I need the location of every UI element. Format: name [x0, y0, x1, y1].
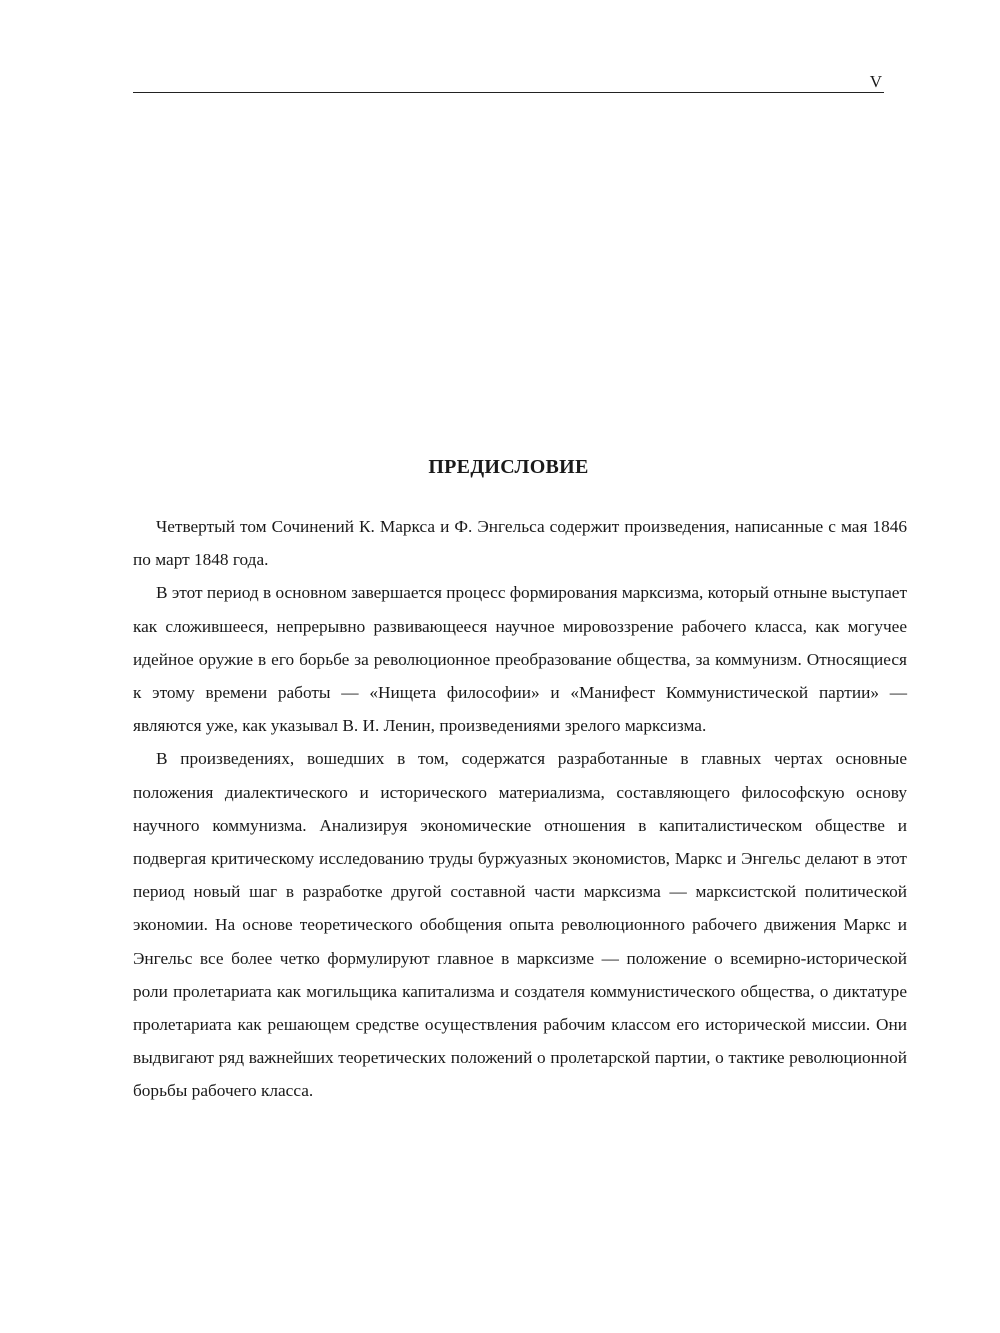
running-header: [133, 72, 884, 93]
body-text: [133, 510, 907, 1108]
page-title: ПРЕДИСЛОВИЕ: [428, 456, 589, 478]
paragraph: В этот период в основном завершается процесс формирования марксизма, который отныне выступает как сложившееся, непрерывно развивающееся научное мировоззрение рабочего класса, как могучее идейное оружие в его борьбе за революционное преобразование общества, за коммунизм. Относящиеся к этому времени работы — «Нищета философии» и «Манифест Коммунистической партии» — являются уже, как указывал В. И. Ленин, произведениями зрелого марксизма.: [133, 583, 907, 736]
page-number: V: [869, 72, 882, 91]
paragraph: Четвертый том Сочинений К. Маркса и Ф. Энгельса содержит произведения, написанные с мая 1846 по март 1848 года.: [133, 517, 907, 570]
paragraph: В произведениях, вошедших в том, содержатся разработанные в главных чертах основные положения диалектического и исторического материализма, составляющего философскую основу научного коммунизма. Анализируя экономические отношения в капиталистическом обществе и подвергая критическому исследованию труды буржуазных экономистов, Маркс и Энгельс делают в этот период новый шаг в разработке другой составной части марксизма — марксистской политической экономии. На основе теоретического обобщения опыта революционного рабочего движения Маркс и Энгельс все более четко формулируют главное в марксизме — положение о всемирно-исторической роли пролетариата как могильщика капитализма и создателя коммунистического общества, о диктатуре пролетариата как решающем средстве осуществления рабочим классом его исторической миссии. Они выдвигают ряд важнейших теоретических положений о пролетарской партии, о тактике революционной борьбы рабочего класса.: [133, 749, 907, 1101]
